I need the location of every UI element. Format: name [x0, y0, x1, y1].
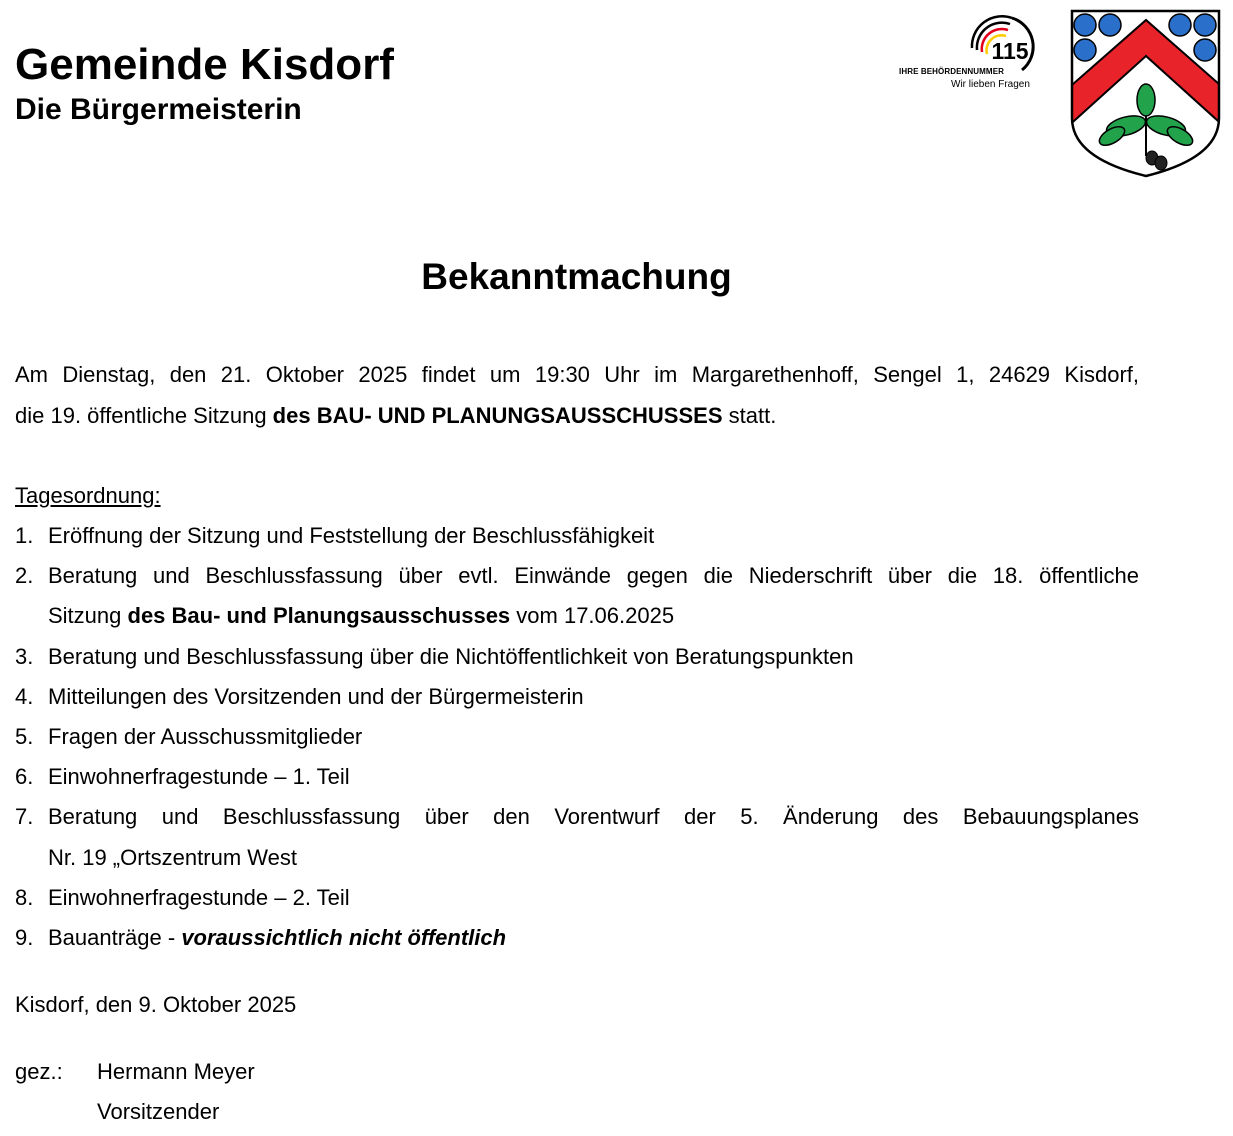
- agenda-item-text-line-2: [48, 596, 1139, 636]
- agenda-item-1: [15, 516, 1139, 556]
- organization-subtitle: Die Bürgermeisterin: [15, 93, 302, 126]
- signature-label: gez.:: [15, 1059, 63, 1084]
- agenda-item-text: Fragen der Ausschussmitglieder: [48, 724, 363, 750]
- logo-115-number: 115: [991, 38, 1029, 64]
- intro-paragraph: [15, 355, 1139, 436]
- logo-115-slogan: Wir lieben Fragen: [951, 79, 1030, 90]
- non-public-note: voraussichtlich nicht öffentlich: [181, 925, 507, 951]
- intro-line-2-text: die 19. öffentliche Sitzung: [15, 402, 273, 428]
- agenda-item-2: [15, 556, 1139, 636]
- agenda-item-text-part-end: vom 17.06.2025: [510, 603, 675, 629]
- agenda-item-number: 9.: [15, 925, 34, 951]
- agenda-item-number: 7.: [15, 804, 34, 830]
- agenda-item-text-line-1: Beratung und Beschlussfassung über den Vorentwurf der 5. Änderung des Bebauungsplanes: [48, 804, 1139, 830]
- document-title: Bekanntmachung: [421, 256, 732, 297]
- agenda-item-text-line-1: Beratung und Beschlussfassung über evtl. Einwände gegen die Niederschrift über die 18. öffentliche: [48, 563, 1139, 589]
- agenda-item-6: [15, 757, 1139, 797]
- agenda-item-text-part: Bauanträge -: [48, 925, 182, 951]
- agenda-item-8: [15, 878, 1139, 918]
- agenda-item-7: [15, 797, 1139, 877]
- committee-name: des BAU- UND PLANUNGSAUSSCHUSSES: [272, 402, 723, 428]
- phone-115-logo: [895, 8, 1040, 93]
- intro-line-1: Am Dienstag, den 21. Oktober 2025 findet um 19:30 Uhr im Margarethenhoff, Sengel 1, 24629 Kisdorf,: [15, 362, 1139, 387]
- agenda-item-number: 5.: [15, 724, 34, 750]
- agenda-item-number: 1.: [15, 523, 34, 548]
- agenda-item-text: Einwohnerfragestunde – 1. Teil: [48, 764, 350, 790]
- agenda-item-text: Mitteilungen des Vorsitzenden und der Bürgermeisterin: [48, 683, 584, 709]
- intro-line-2-end: statt.: [722, 402, 777, 428]
- agenda-item-text-part: Sitzung: [48, 603, 128, 629]
- agenda-item-text: [48, 918, 1139, 958]
- agenda-item-3: [15, 637, 1139, 677]
- agenda-list: [15, 516, 1139, 958]
- agenda-item-text: Eröffnung der Sitzung und Feststellung der Beschlussfähigkeit: [48, 523, 655, 548]
- agenda-item-text-line-2: Nr. 19 „Ortszentrum West: [48, 844, 297, 870]
- agenda-item-text: Einwohnerfragestunde – 2. Teil: [48, 884, 350, 910]
- logo-115-tagline: IHRE BEHÖRDENNUMMER: [899, 67, 1005, 76]
- agenda-item-9: [15, 918, 1139, 958]
- agenda-item-text: Beratung und Beschlussfassung über die Nichtöffentlichkeit von Beratungspunkten: [48, 643, 854, 669]
- agenda-item-number: 4.: [15, 683, 34, 709]
- agenda-item-4: [15, 677, 1139, 717]
- agenda-heading: Tagesordnung:: [15, 483, 161, 508]
- signatory-name: Hermann Meyer: [97, 1059, 255, 1084]
- signatory-role: Vorsitzender: [97, 1099, 220, 1124]
- organization-name: Gemeinde Kisdorf: [15, 40, 394, 89]
- agenda-item-5: [15, 717, 1139, 757]
- coat-of-arms-icon: [1068, 8, 1224, 180]
- intro-line-2: [15, 396, 1139, 437]
- committee-name-inline: des Bau- und Planungsausschusses: [127, 603, 511, 629]
- agenda-item-number: 2.: [15, 563, 34, 589]
- place-and-date: Kisdorf, den 9. Oktober 2025: [15, 992, 297, 1017]
- agenda-item-number: 6.: [15, 764, 34, 790]
- agenda-item-number: 3.: [15, 643, 34, 669]
- phone-115-logo-icon: [950, 8, 1035, 76]
- agenda-item-number: 8.: [15, 884, 34, 910]
